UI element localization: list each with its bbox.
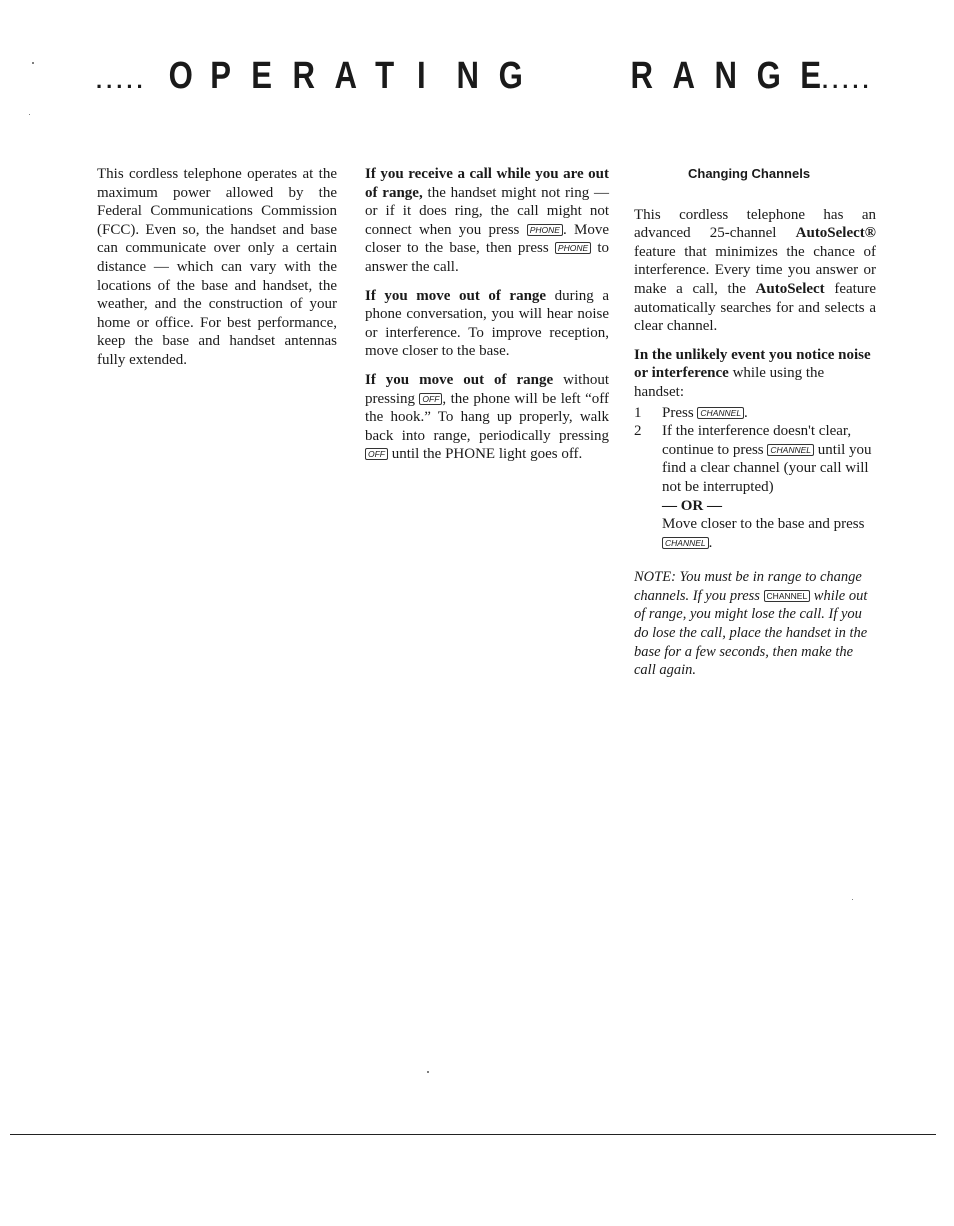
page-title [0,52,954,102]
bold-lead: In the unlikely event you notice noise or interference [634,346,871,382]
text: during a phone conversation, you will hear noise or interference. To improve reception, move closer to the base. [365,287,609,360]
text: feature that minimizes the chance of interference. Every time you answer or make a call, the [634,243,876,297]
title-letter: G [756,55,781,97]
list-item [634,404,876,423]
scan-speck [427,1071,429,1073]
text: while out of range, you might lose the call. If you do lose the call, place the handset in the base for a few seconds, then make the call again. [634,587,868,679]
hang-up-paragraph [365,371,609,464]
title-dots-right: ..... [822,68,873,93]
move-out-paragraph [365,287,609,361]
text: while using the handset: [634,365,825,400]
bold-lead: If you receive a call while you are out of range, [365,166,609,201]
text: Press [662,404,698,421]
channel-key-icon: CHANNEL [764,590,811,602]
channel-key-icon: CHANNEL [697,407,744,419]
title-letter: E [251,55,273,97]
title-letter: G [498,55,523,97]
title-letter: A [334,55,357,97]
text: Move closer to the base and press [662,516,865,533]
title-letter: N [714,55,737,97]
off-key-icon: OFF [419,393,442,405]
text: until the PHONE light goes off. [388,446,583,463]
text: to answer the call. [365,240,609,275]
title-letter: A [672,55,695,97]
phone-key-icon: PHONE [555,242,591,254]
title-letter: I [416,55,426,97]
off-key-icon: OFF [365,448,388,460]
interference-paragraph [634,346,876,402]
title-letter: R [292,55,315,97]
text: You must be in range to change channels. If you press [634,569,862,604]
text: , the phone will be left “off the hook.” To hang up properly, walk back into range, periodically pressing [365,390,610,444]
channel-key-icon: CHANNEL [662,537,709,549]
intro-column [97,165,337,380]
text: If the interference doesn't clear, continue to press [662,423,852,458]
step-number: 1 [634,404,642,421]
text: feature automatically searches for and selects a clear channel. [634,280,876,335]
footer-rule [10,1134,936,1135]
title-letter: O [168,55,193,97]
changing-channels-column [634,165,876,690]
text: without pressing [365,371,609,407]
phone-key-icon: PHONE [527,224,563,236]
bold-lead: If you move out of range [365,287,547,304]
note-label: NOTE: [634,569,676,586]
intro-paragraph: This cordless telephone operates at the maximum power allowed by the Federal Communications Commission (FCC). Even so, the handset and base can communicate over only a certain distance — which can vary with the locations of the base and handset, the weather, and the construction of your home or office. For best performance, keep the base and handset antennas fully extended. [97,166,337,368]
autoselect-paragraph [634,206,876,336]
step-number: 2 [634,423,642,440]
channel-key-icon: CHANNEL [767,444,814,456]
text: . [744,404,748,421]
note-paragraph [634,568,876,680]
title-letter: E [800,55,822,97]
text: . [708,534,713,551]
title-letter: N [456,55,479,97]
scan-speck [29,114,30,115]
text: until you find a clear channel (your call will not be interrupted) [662,441,872,495]
scan-speck [852,899,853,900]
text: the handset might not ring — or if it does ring, the call might not connect when you press [365,184,610,238]
receive-call-paragraph [365,165,609,277]
text: This cordless telephone has an advanced 25-channel [634,206,876,242]
out-of-range-column [365,165,609,474]
scan-speck [32,62,34,64]
bold-term: AutoSelect® [795,225,876,242]
section-heading: Changing Channels [688,166,811,181]
steps-list [634,404,876,553]
title-letter: P [210,55,232,97]
title-letter: T [375,55,395,97]
title-dots-left: ..... [96,68,147,93]
bold-term: AutoSelect [755,280,825,297]
list-item [634,422,876,552]
or-divider: — OR — [662,497,722,514]
text: . Move closer to the base, then press [365,221,609,257]
title-letter: R [630,55,653,97]
bold-lead: If you move out of range [365,371,554,388]
